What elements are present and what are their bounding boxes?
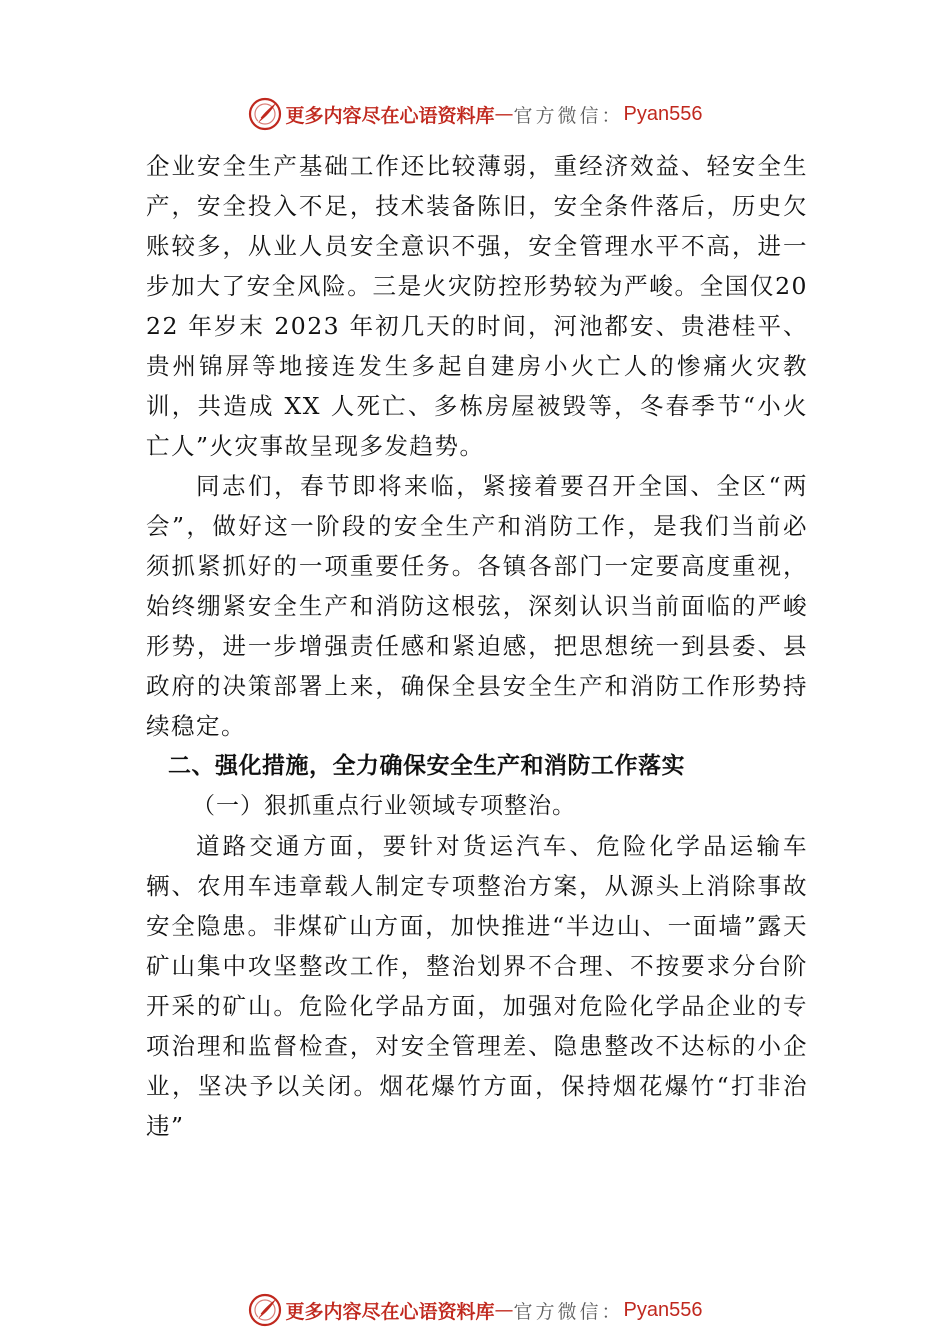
paragraph-comrades: 同志们，春节即将来临，紧接着要召开全国、全区“两会”，做好这一阶段的安全生产和消防工作，是我们当前必须抓紧抓好的一项重要任务。各镇各部门一定要高度重视，始终绷紧安全生产和消防这根弦，深刻认识当前面临的严峻形势，进一步增强责任感和紧迫感，把思想统一到县委、县政府的决策部署上来，确保全县安全生产和消防工作形势持续稳定。 <box>146 472 808 740</box>
subsection-heading-1: （一）狠抓重点行业领域专项整治。 <box>192 793 576 819</box>
document-body <box>146 146 808 1146</box>
banner-dash: — <box>494 103 514 125</box>
banner-brand-text: 更多内容尽在心语资料库 <box>285 1300 495 1323</box>
paragraph-special-rectification: 道路交通方面，要针对货运汽车、危险化学品运输车辆、农用车违章载人制定专项整治方案，从源头上消除事故安全隐患。非煤矿山方面，加快推进“半边山、一面墙”露天矿山集中攻坚整改工作，整治划界不合理、不按要求分台阶开采的矿山。危险化学品方面，加强对危险化学品企业的专项治理和监督检查，对安全管理差、隐患整改不达标的小企业，坚决予以关闭。烟花爆竹方面，保持烟花爆竹“打非治违” <box>146 832 808 1140</box>
section-heading-2: 二、强化措施，全力确保安全生产和消防工作落实 <box>168 753 685 779</box>
footer-watermark-banner <box>0 1290 950 1330</box>
banner-dash: — <box>494 1299 514 1321</box>
banner-label: 官方微信： <box>513 1300 624 1323</box>
banner-brand-text: 更多内容尽在心语资料库 <box>285 104 495 127</box>
banner-wechat-id: Pyan556 <box>623 1298 703 1321</box>
header-watermark-banner <box>0 94 950 134</box>
quill-logo-icon <box>248 1293 282 1327</box>
paragraph-risk-analysis: 企业安全生产基础工作还比较薄弱，重经济效益、轻安全生产，安全投入不足，技术装备陈旧，安全条件落后，历史欠账较多，从业人员安全意识不强，安全管理水平不高，进一步加大了安全风险。三是火灾防控形势较为严峻。全国仅2022 年岁末 2023 年初几天的时间，河池都安、贵港桂平、贵州锦屏等地接连发生多起自建房小火亡人的惨痛火灾教训，共造成 XX 人死亡、多栋房屋被毁等，冬春季节“小火亡人”火灾事故呈现多发趋势。 <box>146 152 808 460</box>
banner-label: 官方微信： <box>513 104 624 127</box>
banner-wechat-id: Pyan556 <box>623 102 703 125</box>
quill-logo-icon <box>248 97 282 131</box>
